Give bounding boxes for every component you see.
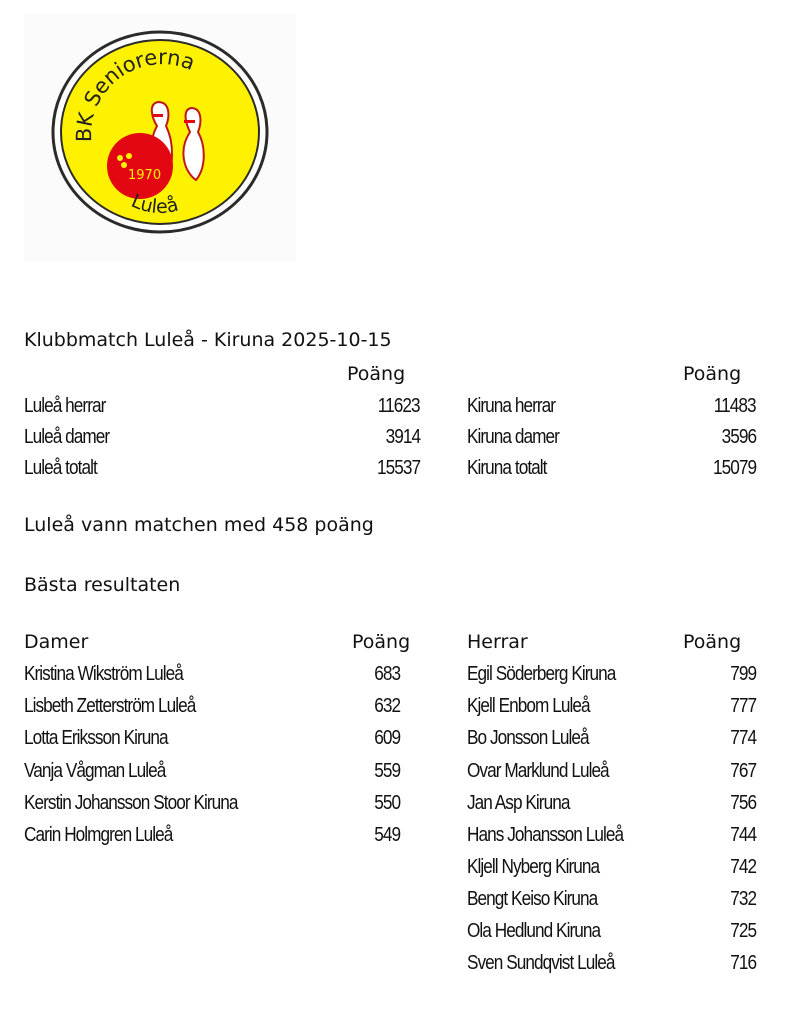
bowling-logo-icon [50,28,270,238]
herrar-row-name: Ola Hedlund Kiruna [467,920,601,942]
herrar-row-points: 732 [730,888,756,910]
logo-city: Luleå [127,189,181,219]
herrar-row-points: 774 [730,727,756,749]
kiruna-points-header: Poäng [683,363,742,385]
herrar-row-points: 799 [730,663,756,685]
kiruna-damer-value: 3596 [721,426,756,448]
damer-row-name: Lotta Eriksson Kiruna [24,727,168,749]
lulea-totalt-label: Luleå totalt [24,457,97,479]
damer-row-points: 632 [374,695,400,717]
damer-row-name: Lisbeth Zetterström Luleå [24,695,196,717]
herrar-row-points: 756 [730,792,756,814]
herrar-row-name: Egil Söderberg Kiruna [467,663,616,685]
herrar-row-name: Hans Johansson Luleå [467,824,624,846]
herrar-row-points: 744 [730,824,756,846]
herrar-row-name: Kjell Enbom Luleå [467,695,590,717]
herrar-row-points: 716 [730,952,756,974]
best-results-title: Bästa resultaten [24,574,181,596]
kiruna-herrar-value: 11483 [714,395,756,417]
lulea-totalt-value: 15537 [376,457,420,479]
kiruna-totalt-value: 15079 [712,457,756,479]
lulea-damer-value: 3914 [385,426,420,448]
herrar-row-points: 742 [730,856,756,878]
logo-year: 1970 [128,168,162,183]
damer-row-points: 549 [374,824,400,846]
lulea-herrar-label: Luleå herrar [24,395,106,417]
damer-row-name: Carin Holmgren Luleå [24,824,173,846]
kiruna-herrar-label: Kiruna herrar [467,395,556,417]
damer-row-name: Vanja Vågman Luleå [24,760,166,782]
herrar-points-header: Poäng [683,631,742,653]
herrar-row-name: Ovar Marklund Luleå [467,760,609,782]
match-result: Luleå vann matchen med 458 poäng [24,514,374,536]
herrar-row-name: Bo Jonsson Luleå [467,727,589,749]
damer-row-name: Kristina Wikström Luleå [24,663,183,685]
damer-row-points: 559 [374,760,400,782]
herrar-row-points: 767 [730,760,756,782]
match-title: Klubbmatch Luleå - Kiruna 2025-10-15 [24,329,392,351]
damer-row-name: Kerstin Johansson Stoor Kiruna [24,792,238,814]
damer-row-points: 609 [374,727,400,749]
logo-top-text: BK Seniorerna [72,45,199,143]
damer-row-points: 683 [374,663,400,685]
herrar-header: Herrar [467,631,528,653]
lulea-herrar-value: 11623 [378,395,420,417]
kiruna-totalt-label: Kiruna totalt [467,457,547,479]
kiruna-damer-label: Kiruna damer [467,426,559,448]
damer-header: Damer [24,631,89,653]
herrar-row-name: Sven Sundqvist Luleå [467,952,615,974]
damer-points-header: Poäng [352,631,411,653]
herrar-row-points: 777 [730,695,756,717]
lulea-points-header: Poäng [347,363,406,385]
damer-row-points: 550 [374,792,400,814]
herrar-row-points: 725 [730,920,756,942]
herrar-row-name: Kljell Nyberg Kiruna [467,856,600,878]
herrar-row-name: Bengt Keiso Kiruna [467,888,598,910]
club-logo [24,14,296,262]
herrar-row-name: Jan Asp Kiruna [467,792,570,814]
lulea-damer-label: Luleå damer [24,426,110,448]
